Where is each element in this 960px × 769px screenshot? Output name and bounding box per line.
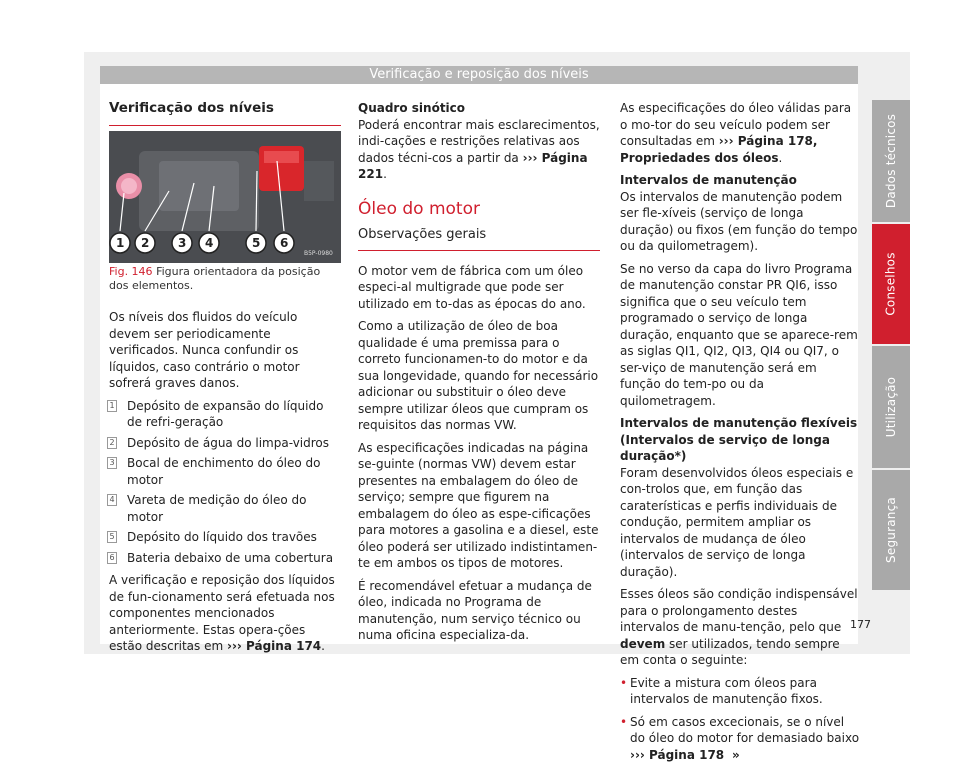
tab-label: Conselhos bbox=[884, 252, 899, 316]
callout-2: 2 bbox=[141, 236, 150, 250]
item-number: 6 bbox=[107, 552, 117, 564]
section-rule bbox=[109, 125, 341, 126]
quadro-title: Quadro sinótico bbox=[358, 101, 466, 115]
subheading: Observações gerais bbox=[358, 227, 487, 242]
item-number: 1 bbox=[107, 400, 117, 412]
list-item bbox=[109, 435, 341, 452]
subheading-rule bbox=[358, 250, 600, 251]
callout-1: 1 bbox=[116, 236, 125, 250]
tab-label: Utilização bbox=[884, 376, 898, 438]
item-number: 2 bbox=[107, 437, 117, 449]
p5-pre: Esses óleos são condição indispensável para o prolongamento destes intervalos de manu-tenção, pelo que bbox=[620, 587, 858, 634]
tab-seguranca[interactable] bbox=[872, 470, 910, 590]
page-link[interactable]: ››› Página 221 bbox=[358, 150, 588, 181]
intro-paragraph: Os níveis dos fluidos do veículo devem ser periodicamente verificados. Nunca confundir os líquidos, caso contrário o motor sofrerá graves danos. bbox=[109, 310, 300, 390]
list-item bbox=[109, 529, 341, 546]
intervals-heading: Intervalos de manutenção bbox=[620, 173, 797, 187]
p5-post: ser utilizados, tendo sempre em conta o seguinte: bbox=[620, 636, 840, 667]
item-text: Bocal de enchimento do óleo do motor bbox=[127, 456, 321, 487]
column-3 bbox=[620, 100, 860, 769]
column-2 bbox=[358, 100, 600, 650]
page-header: Verificação e reposição dos níveis bbox=[100, 66, 858, 84]
engine-figure bbox=[109, 131, 341, 263]
column-1-body bbox=[109, 265, 341, 661]
bullet-item: • Evite a mistura com óleos para intervalos de manutenção fixos. bbox=[620, 675, 860, 708]
paragraph: Como a utilização de óleo de boa qualidade é uma premissa para o correto funcionamen-to do motor e da sua longevidade, quando for necessário adicionar ou substituir o óleo deve sempre utilizar óleos que cumpram os requisitos das normas VW. bbox=[358, 319, 599, 432]
paragraph: Se no verso da capa do livro Programa de manutenção constar PR QI6, isso significa que o seu veículo tem programado o serviço de longa duração, enquanto que se aparece-rem as siglas QI1, QI2, QI3, QI4 ou QI7, o ser-viço de manutenção será em função do tem-po ou da quilometragem. bbox=[620, 261, 858, 408]
item-text: Bateria debaixo de uma cobertura bbox=[127, 550, 334, 565]
section-title: Verificação dos níveis bbox=[109, 100, 274, 116]
item-number: 3 bbox=[107, 457, 117, 469]
tab-label: Dados técnicos bbox=[884, 113, 898, 209]
bullet-text: Só em casos excecionais, se o nível do óleo do motor for demasiado baixo bbox=[630, 714, 860, 745]
callout-5: 5 bbox=[252, 236, 261, 250]
callout-6: 6 bbox=[280, 236, 289, 250]
page-link[interactable]: ››› Página 178 bbox=[630, 747, 725, 762]
figure-code: B5P-0980 bbox=[304, 250, 333, 257]
paragraph: É recomendável efetuar a mudança de óleo, indicada no Programa de manutenção, num serviço técnico ou numa oficina especializa-da. bbox=[358, 578, 592, 642]
list-item bbox=[109, 455, 341, 488]
tab-utilizacao[interactable] bbox=[872, 346, 910, 468]
closing-text: A verificação e reposição dos líquidos de fun-cionamento será efetuada nos componentes mencionados anteriormente. Estas opera-ções estão descritas em bbox=[109, 573, 335, 653]
paragraph: Foram desenvolvidos óleos especiais e con-trolos que, em função das caraterísticas e perfis individuais de condução, permitem ampliar os intervalos de mudança de óleo (intervalos de serviço de longa duração). bbox=[620, 465, 854, 579]
figure-caption-text: Figura orientadora da posição dos elementos. bbox=[109, 265, 321, 292]
continue-icon: » bbox=[731, 747, 740, 762]
callout-3: 3 bbox=[178, 236, 187, 250]
bullet-item bbox=[620, 714, 860, 764]
paragraph: As especificações indicadas na página se-guinte (normas VW) devem estar presentes na embalagem do óleo de serviço; sempre que figurem na embalagem do óleo as espe-cificações para motores a gasolina e a diesel, este óleo poderá ser utilizado indistintamen-te em ambos os tipos de motores. bbox=[358, 440, 599, 570]
item-text: Depósito do líquido dos travões bbox=[127, 530, 317, 544]
list-item bbox=[109, 550, 341, 567]
item-text: Depósito de água do limpa-vidros bbox=[127, 435, 330, 450]
specs-end: . bbox=[778, 150, 783, 165]
specs-paragraph bbox=[620, 100, 860, 166]
paragraph bbox=[620, 586, 860, 669]
tab-dados-tecnicos[interactable] bbox=[872, 100, 910, 222]
figure-label: Fig. 146 bbox=[109, 265, 153, 278]
page-link[interactable]: ››› Página 174 bbox=[227, 639, 322, 653]
p5-bold: devem bbox=[620, 636, 666, 651]
callout-4: 4 bbox=[205, 236, 214, 250]
column-1 bbox=[109, 100, 341, 126]
paragraph: Os intervalos de manutenção podem ser fle-xíveis (serviço de longa duração) ou fixos (em função do tempo ou da quilometragem). bbox=[620, 189, 858, 253]
closing-end: . bbox=[321, 639, 325, 653]
engine-illustration bbox=[109, 131, 341, 263]
page-link[interactable]: ››› Página 178, Propriedades dos óleos bbox=[620, 134, 818, 165]
quadro-end: . bbox=[383, 167, 387, 181]
oil-heading: Óleo do motor bbox=[358, 198, 480, 219]
item-text: Depósito de expansão do líquido de refri-geração bbox=[127, 398, 324, 429]
specs-text: As especificações do óleo válidas para o mo-tor do seu veículo podem ser consultadas em bbox=[620, 101, 852, 148]
list-item bbox=[109, 398, 341, 431]
figure-caption bbox=[109, 265, 341, 293]
quadro-paragraph bbox=[358, 117, 600, 183]
item-number: 4 bbox=[107, 494, 117, 506]
list-item bbox=[109, 492, 341, 525]
tab-label: Segurança bbox=[884, 497, 898, 563]
closing-paragraph bbox=[109, 572, 341, 655]
flex-intervals-heading: Intervalos de manutenção flexíveis (Intervalos de serviço de longa duração*) bbox=[620, 416, 858, 463]
item-number: 5 bbox=[107, 531, 117, 543]
paragraph: O motor vem de fábrica com um óleo especi-al multigrade que pode ser utilizado em to-das as épocas do ano. bbox=[358, 263, 586, 311]
item-text: Vareta de medição do óleo do motor bbox=[127, 493, 307, 524]
component-list bbox=[109, 398, 341, 567]
page-number: 177 bbox=[850, 618, 871, 631]
tab-conselhos[interactable] bbox=[872, 224, 910, 344]
quadro-text: Poderá encontrar mais esclarecimentos, indi-cações e restrições relativas aos dados técni-cos a partir da bbox=[358, 117, 600, 165]
